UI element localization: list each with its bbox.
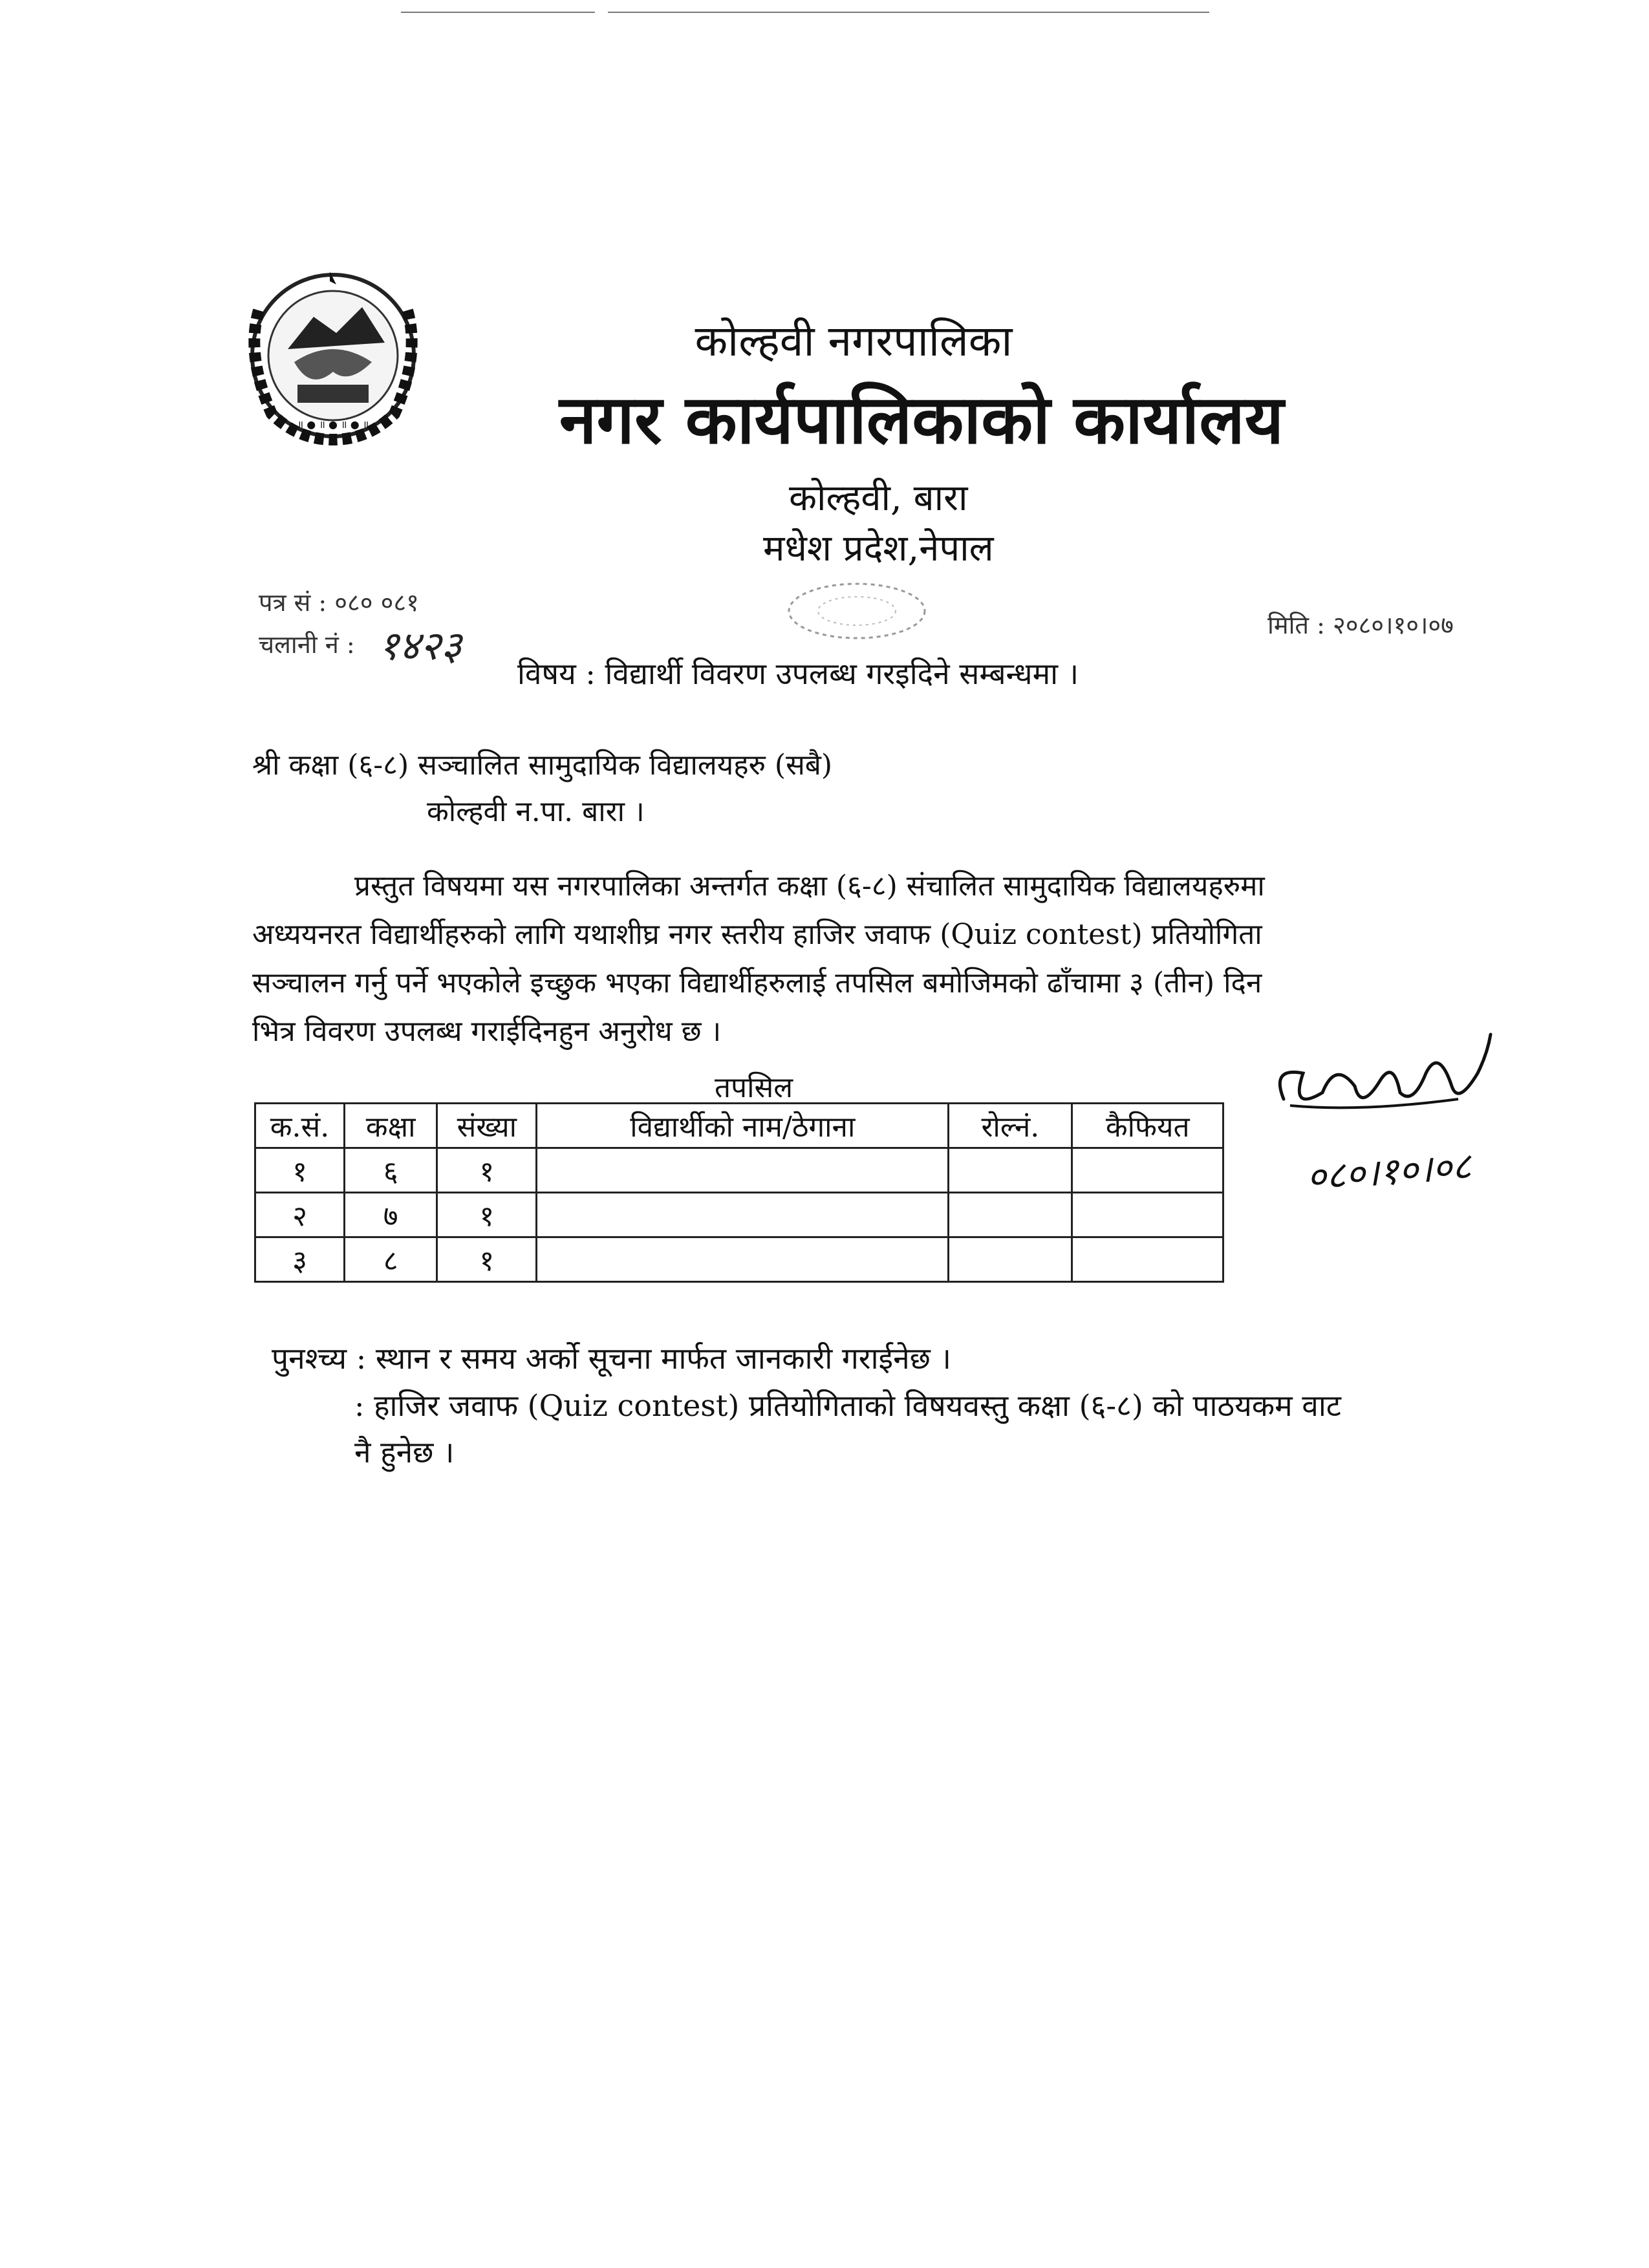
addressee-line-2: कोल्हवी न.पा. बारा । [427,795,645,828]
column-header: रोल्नं. [949,1104,1072,1148]
addressee-line-1: श्री कक्षा (६-८) सञ्चालित सामुदायिक विद्यालयहरु (सबै) [252,749,833,782]
table-cell: ६ [345,1148,437,1193]
column-header: क.सं. [255,1104,345,1148]
table-cell [537,1237,949,1282]
table-caption: तपसिल [715,1071,793,1104]
top-scan-line [401,12,595,13]
office-title: नगर कार्यपालिकाको कार्यालय [559,380,1284,459]
column-header: कैफियत [1072,1104,1223,1148]
table-cell [1072,1237,1223,1282]
municipality-name: कोल्हवी नगरपालिका [695,316,1013,366]
table-cell: १ [437,1193,537,1237]
signature-date-handwritten: ०८०।१०।०८ [1305,1144,1473,1199]
letter-number: पत्र सं : ०८० ०८१ [259,588,419,617]
postscript-line-3: नै हुनेछ । [354,1435,455,1470]
column-header: विद्यार्थीको नाम/ठेगाना [537,1104,949,1148]
table-cell: २ [255,1193,345,1237]
table-header-row [255,1104,1223,1148]
table-cell [1072,1148,1223,1193]
table-row [255,1148,1223,1193]
body-line-2: अध्ययनरत विद्यार्थीहरुको लागि यथाशीघ्र नगर स्तरीय हाजिर जवाफ (Quiz contest) प्रतियोगिता [252,918,1262,951]
postscript-line-2: : हाजिर जवाफ (Quiz contest) प्रतियोगिताको विषयवस्तु कक्षा (६-८) को पाठयकम वाट [354,1388,1341,1423]
office-stamp-icon [782,575,931,647]
table-cell [1072,1193,1223,1237]
table-cell: ८ [345,1237,437,1282]
postscript-line-1: पुनश्च्य : स्थान र समय अर्को सूचना मार्फत जानकारी गराईनेछ । [272,1341,951,1376]
body-line-4: भित्र विवरण उपलब्ध गराईदिनहुन अनुरोध छ । [252,1015,722,1048]
svg-text:॥ ● ॥ ● ॥ ● ॥: ॥ ● ॥ ● ॥ ● ॥ [297,418,369,431]
table-cell [949,1193,1072,1237]
column-header: कक्षा [345,1104,437,1148]
letter-date: मिति : २०८०।१०।०७ [1267,611,1454,639]
dispatch-number-handwritten: १४२३ [378,622,462,669]
table-cell: १ [255,1148,345,1193]
column-header: संख्या [437,1104,537,1148]
table-cell: ३ [255,1237,345,1282]
table-cell: ७ [345,1193,437,1237]
table-row [255,1193,1223,1237]
top-scan-line [608,12,1209,13]
table-cell [949,1148,1072,1193]
dispatch-label: चलानी नं : [259,630,355,659]
body-line-1: प्रस्तुत विषयमा यस नगरपालिका अन्तर्गत कक्षा (६-८) संचालित सामुदायिक विद्यालयहरुमा [354,870,1265,903]
table-cell [949,1237,1072,1282]
table-cell: १ [437,1237,537,1282]
body-line-3: सञ्चालन गर्नु पर्ने भएकोले इच्छुक भएका विद्यार्थीहरुलाई तपसिल बमोजिमको ढाँचामा ३ (तीन) दिन [252,967,1262,1000]
table-cell [537,1148,949,1193]
letter-subject: विषय : विद्यार्थी विवरण उपलब्ध गरइदिने सम्बन्धमा । [517,656,1079,691]
address-line-2: मधेश प्रदेश,नेपाल [763,528,994,570]
address-line-1: कोल्हवी, बारा [789,477,968,519]
table-row [255,1237,1223,1282]
table-cell [537,1193,949,1237]
student-details-table [254,1102,1224,1283]
table-cell: १ [437,1148,537,1193]
